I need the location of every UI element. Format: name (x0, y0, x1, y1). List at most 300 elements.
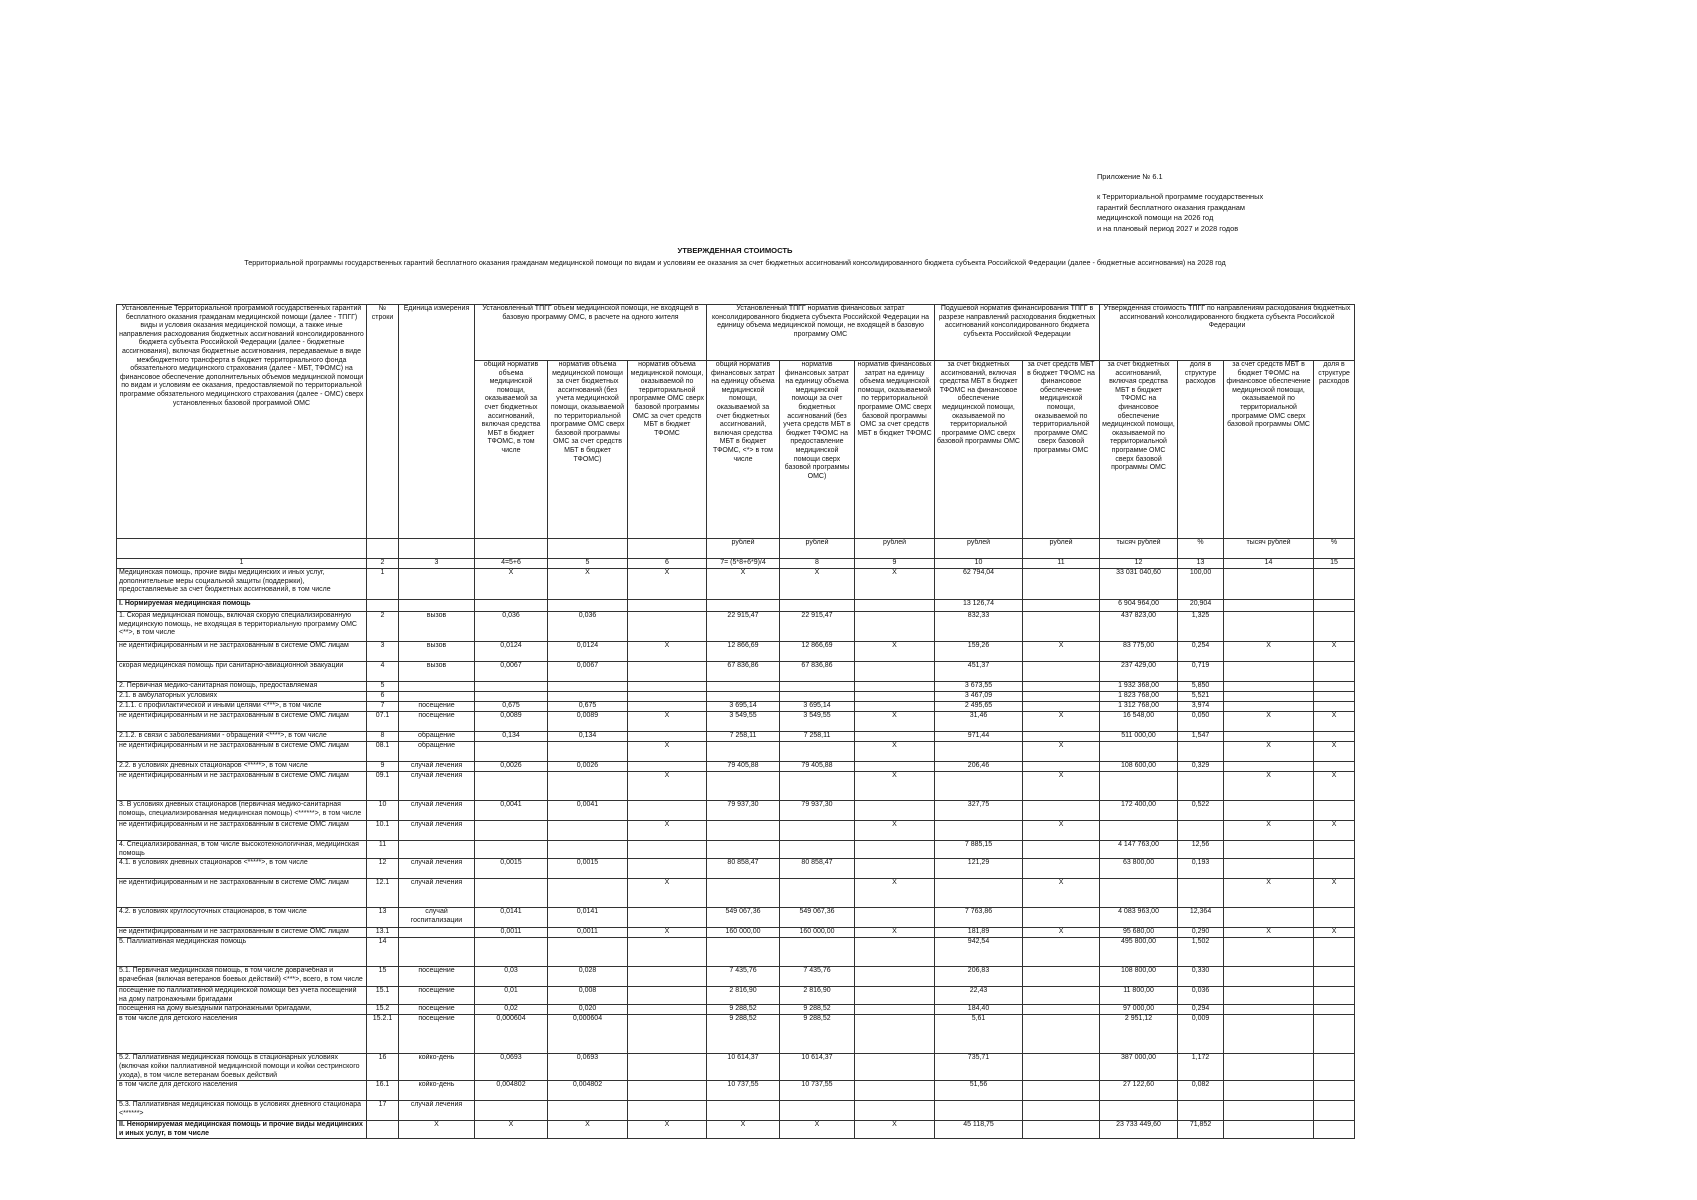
table-cell: 0,008 (548, 987, 628, 1005)
table-cell: 735,71 (935, 1054, 1023, 1081)
table-cell: 12,364 (1178, 908, 1224, 928)
table-cell: 07.1 (367, 712, 399, 732)
table-cell: X (1224, 821, 1314, 841)
table-cell (628, 987, 707, 1005)
table-cell: 11 800,00 (1100, 987, 1178, 1005)
table-row (117, 879, 1355, 908)
table-cell: 22 915,47 (780, 612, 855, 642)
annex-line: медицинской помощи на 2026 год (1097, 213, 1214, 223)
header-subcolumn: общий норматив объема медицинской помощи, оказываемой за счет бюджетных ассигнований, включая средства МБТ в бюджет ТФОМС, в том числе (475, 361, 548, 539)
table-cell (1224, 987, 1314, 1005)
table-cell (780, 841, 855, 859)
table-cell: 3 673,55 (935, 682, 1023, 692)
table-cell (1224, 702, 1314, 712)
header-subcolumn: за счет бюджетных ассигнований, включая средства МБТ в бюджет ТФОМС на финансовое обеспечение медицинской помощи, оказываемой по территориальной программе ОМС сверх базовой программы ОМС (935, 361, 1023, 539)
row-label-cell: посещение по паллиативной медицинской помощи без учета посещений на дому патронажными бригадами (117, 987, 367, 1005)
row-label-cell: Медицинская помощь, прочие виды медицинских и иных услуг, дополнительные меры социальной защиты (поддержки), предоставляемые за счет бюджетных ассигнований, в том числе (117, 569, 367, 600)
table-cell: 67 836,86 (780, 662, 855, 682)
table-cell: посещение (399, 712, 475, 732)
row-label-cell: 2. Первичная медико-санитарная помощь, предоставляемая (117, 682, 367, 692)
table-cell: 15.2 (367, 1005, 399, 1015)
table-cell (855, 938, 935, 967)
table-cell (475, 1101, 548, 1121)
table-cell (548, 600, 628, 612)
table-cell: 1,325 (1178, 612, 1224, 642)
table-cell: 971,44 (935, 732, 1023, 742)
table-cell (475, 821, 548, 841)
header-unit-cell: % (1314, 539, 1355, 559)
table-cell: X (855, 712, 935, 732)
table-cell: 3,974 (1178, 702, 1224, 712)
header-unit-cell: рублей (1023, 539, 1100, 559)
table-cell: 0,0693 (475, 1054, 548, 1081)
table-cell (628, 600, 707, 612)
table-cell: 9 288,52 (707, 1005, 780, 1015)
table-cell: 3 549,55 (780, 712, 855, 732)
table-cell (1224, 801, 1314, 821)
table-cell: случай лечения (399, 859, 475, 879)
header-col-description: Установленные Территориальной программой государственных гарантий бесплатного оказания гражданам медицинской помощи (далее - ТПГГ) виды и условия оказания медицинской помощи, а также иные направления расходования бюджетных ассигнований консолидированного бюджета субъекта Российской Федерации (далее - бюджетные ассигнования), включая бюджетные ассигнования, передаваемые в виде межбюджетного трансферта в бюджет территориального фонда обязательного медицинского страхования (далее - МБТ, ТФОМС) на финансовое обеспечение дополнительных объемов медицинской помощи по видам и условиям ее оказания, предоставляемой по территориальной программе обязательного медицинского страхования (далее - ОМС) сверх установленных базовой программой ОМС (117, 305, 367, 539)
table-cell (1314, 612, 1355, 642)
table-cell: 7 258,11 (707, 732, 780, 742)
table-cell (1224, 1054, 1314, 1081)
table-cell: 09.1 (367, 772, 399, 801)
table-cell (1314, 692, 1355, 702)
table-cell: 0,000604 (475, 1015, 548, 1054)
table-cell: посещение (399, 987, 475, 1005)
table-cell: 15.1 (367, 987, 399, 1005)
header-column-number: 7= (5*8+6*9)/4 (707, 559, 780, 569)
table-cell (1023, 692, 1100, 702)
table-cell: X (628, 821, 707, 841)
row-label-cell: 4. Специализированная, в том числе высокотехнологичная, медицинская помощь (117, 841, 367, 859)
row-label-cell: не идентифицированным и не застрахованным в системе ОМС лицам (117, 928, 367, 938)
table-cell: 0,0089 (475, 712, 548, 732)
table-cell: 16.1 (367, 1081, 399, 1101)
table-cell: X (1314, 772, 1355, 801)
table-cell: 160 000,00 (780, 928, 855, 938)
table-cell: X (855, 821, 935, 841)
table-cell (1224, 1015, 1314, 1054)
table-cell: 2 816,90 (707, 987, 780, 1005)
table-cell: 6 (367, 692, 399, 702)
table-cell (628, 1054, 707, 1081)
table-cell (1314, 1081, 1355, 1101)
table-cell (780, 938, 855, 967)
table-cell: 108 800,00 (1100, 967, 1178, 987)
table-cell: X (780, 1121, 855, 1139)
table-cell: 12 866,69 (707, 642, 780, 662)
table-cell (1224, 612, 1314, 642)
table-cell: 97 000,00 (1100, 1005, 1178, 1015)
table-cell: 1,502 (1178, 938, 1224, 967)
table-cell: 7 258,11 (780, 732, 855, 742)
table-row (117, 841, 1355, 859)
table-cell: X (628, 742, 707, 762)
table-cell: 549 067,36 (780, 908, 855, 928)
table-cell: 0,009 (1178, 1015, 1224, 1054)
table-cell: 5,61 (935, 1015, 1023, 1054)
table-cell: 80 858,47 (707, 859, 780, 879)
table-cell (707, 692, 780, 702)
header-subcolumn: норматив объема медицинской помощи, оказываемой по территориальной программе ОМС сверх базовой программы ОМС за счет средств МБТ в бюджет ТФОМС (628, 361, 707, 539)
table-cell (548, 1101, 628, 1121)
table-cell (1224, 1101, 1314, 1121)
row-label-cell: 5.1. Первичная медицинская помощь, в том числе доврачебная и врачебная (включая ветеранов боевых действий) <***>, всего, в том числе (117, 967, 367, 987)
table-cell: 206,46 (935, 762, 1023, 772)
table-cell: 1,547 (1178, 732, 1224, 742)
table-cell (935, 1101, 1023, 1121)
header-column-number: 15 (1314, 559, 1355, 569)
table-cell: X (548, 1121, 628, 1139)
table-cell: 08.1 (367, 742, 399, 762)
table-cell: 0,020 (548, 1005, 628, 1015)
table-row (117, 569, 1355, 600)
table-cell (855, 682, 935, 692)
row-label-cell: не идентифицированным и не застрахованным в системе ОМС лицам (117, 712, 367, 732)
table-cell: 0,675 (475, 702, 548, 712)
table-row (117, 938, 1355, 967)
table-cell: 0,0026 (475, 762, 548, 772)
table-cell: 4 (367, 662, 399, 682)
table-cell: 63 800,00 (1100, 859, 1178, 879)
table-cell: койко-день (399, 1081, 475, 1101)
table-cell (855, 908, 935, 928)
table-row (117, 801, 1355, 821)
table-cell: 15 (367, 967, 399, 987)
table-row (117, 692, 1355, 702)
table-cell (475, 742, 548, 762)
table-cell (1023, 1101, 1100, 1121)
table-cell: X (707, 1121, 780, 1139)
table-cell (1224, 569, 1314, 600)
table-cell (1314, 859, 1355, 879)
table-cell (1023, 732, 1100, 742)
table-cell (1314, 1121, 1355, 1139)
header-column-number: 9 (855, 559, 935, 569)
table-cell: 108 600,00 (1100, 762, 1178, 772)
table-cell (1224, 762, 1314, 772)
table-cell: X (1314, 821, 1355, 841)
row-label-cell: I. Нормируемая медицинская помощь (117, 600, 367, 612)
table-cell (780, 682, 855, 692)
table-cell (1314, 569, 1355, 600)
table-cell: 0,675 (548, 702, 628, 712)
table-cell: 0,290 (1178, 928, 1224, 938)
table-cell: X (1023, 821, 1100, 841)
table-cell: 2 816,90 (780, 987, 855, 1005)
table-cell: 237 429,00 (1100, 662, 1178, 682)
table-cell: 172 400,00 (1100, 801, 1178, 821)
table-cell: 0,0124 (475, 642, 548, 662)
table-cell (855, 1054, 935, 1081)
table-row (117, 1015, 1355, 1054)
header-subcolumn: норматив объема медицинской помощи за счет бюджетных ассигнований (без учета медицинской помощи, оказываемой по территориальной программе ОМС сверх базовой программы ОМС за счет средств МБТ в бюджет ТФОМС) (548, 361, 628, 539)
header-unit-cell (475, 539, 548, 559)
table-cell (548, 821, 628, 841)
table-cell (935, 772, 1023, 801)
table-cell (780, 772, 855, 801)
table-cell: 10 737,55 (780, 1081, 855, 1101)
table-cell: 3 549,55 (707, 712, 780, 732)
table-cell (1178, 821, 1224, 841)
table-cell: X (1314, 928, 1355, 938)
table-cell: 495 800,00 (1100, 938, 1178, 967)
row-label-cell: не идентифицированным и не застрахованным в системе ОМС лицам (117, 742, 367, 762)
table-cell: X (1023, 772, 1100, 801)
table-cell: X (628, 569, 707, 600)
table-cell: X (780, 569, 855, 600)
table-cell: X (399, 1121, 475, 1139)
table-cell: посещение (399, 1005, 475, 1015)
table-cell: X (1314, 879, 1355, 908)
table-cell (855, 702, 935, 712)
table-cell (399, 600, 475, 612)
table-cell: 20,904 (1178, 600, 1224, 612)
table-cell: 0,036 (548, 612, 628, 642)
table-cell: 16 548,00 (1100, 712, 1178, 732)
table-cell (1314, 702, 1355, 712)
table-cell: 4 083 963,00 (1100, 908, 1178, 928)
table-cell (367, 600, 399, 612)
table-cell: 45 118,75 (935, 1121, 1023, 1139)
table-cell: 13.1 (367, 928, 399, 938)
table-cell: 10 614,37 (780, 1054, 855, 1081)
table-cell (628, 702, 707, 712)
table-cell (707, 742, 780, 762)
annex-number: Приложение № 6.1 (1097, 172, 1163, 181)
table-cell: 71,852 (1178, 1121, 1224, 1139)
table-cell (707, 879, 780, 908)
table-cell (855, 859, 935, 879)
table-cell (628, 841, 707, 859)
table-cell: 8 (367, 732, 399, 742)
table-cell: 0,050 (1178, 712, 1224, 732)
table-cell (628, 1101, 707, 1121)
table-cell (707, 772, 780, 801)
header-unit-cell: рублей (707, 539, 780, 559)
table-cell: 17 (367, 1101, 399, 1121)
table-cell (935, 821, 1023, 841)
header-group-per-capita: Подушевой норматив финансирования ТПГГ в разрезе направлений расходования бюджетных ассигнований консолидированного бюджета субъекта Российской Федерации (935, 305, 1100, 361)
table-cell (1224, 967, 1314, 987)
header-column-number: 1 (117, 559, 367, 569)
table-cell: X (855, 879, 935, 908)
table-cell: 80 858,47 (780, 859, 855, 879)
table-cell: 511 000,00 (1100, 732, 1178, 742)
table-cell (548, 692, 628, 702)
table-cell: 1,172 (1178, 1054, 1224, 1081)
row-label-cell: II. Ненормируемая медицинская помощь и прочие виды медицинских и иных услуг, в том числе (117, 1121, 367, 1139)
table-cell: посещение (399, 702, 475, 712)
table-cell: 14 (367, 938, 399, 967)
table-cell: 79 405,88 (780, 762, 855, 772)
row-label-cell: 4.2. в условиях круглосуточных стационаров, в том числе (117, 908, 367, 928)
table-cell: X (1224, 772, 1314, 801)
table-cell: вызов (399, 662, 475, 682)
header-unit-cell: тысяч рублей (1100, 539, 1178, 559)
table-cell (628, 762, 707, 772)
table-cell (628, 682, 707, 692)
row-label-cell: 2.1.1. с профилактической и иными целями <***>, в том числе (117, 702, 367, 712)
table-cell (780, 1101, 855, 1121)
table-cell: 79 937,30 (707, 801, 780, 821)
table-cell: посещение (399, 1015, 475, 1054)
header-unit-cell: % (1178, 539, 1224, 559)
table-cell: 12 (367, 859, 399, 879)
table-cell: 0,522 (1178, 801, 1224, 821)
row-label-cell: посещения на дому выездными патронажными бригадами, (117, 1005, 367, 1015)
table-cell: 83 775,00 (1100, 642, 1178, 662)
table-cell: X (1224, 712, 1314, 732)
table-cell (1224, 682, 1314, 692)
table-cell (399, 682, 475, 692)
table-cell: X (628, 1121, 707, 1139)
table-cell (1023, 859, 1100, 879)
row-label-cell: скорая медицинская помощь при санитарно-авиационной эвакуации (117, 662, 367, 682)
header-unit-cell (628, 539, 707, 559)
table-row (117, 682, 1355, 692)
header-subcolumn: за счет бюджетных ассигнований, включая средства МБТ в бюджет ТФОМС на финансовое обеспечение медицинской помощи, оказываемой по территориальной программе ОМС сверх базовой программы ОМС (1100, 361, 1178, 539)
table-cell: 9 (367, 762, 399, 772)
table-cell: X (855, 742, 935, 762)
table-cell (1178, 772, 1224, 801)
cost-table (116, 304, 1355, 1139)
table-cell (855, 801, 935, 821)
table-row (117, 1005, 1355, 1015)
table-cell: посещение (399, 967, 475, 987)
table-cell (1224, 841, 1314, 859)
table-cell (1314, 732, 1355, 742)
table-cell (1100, 879, 1178, 908)
table-cell (548, 841, 628, 859)
table-cell (1023, 612, 1100, 642)
table-cell (1224, 662, 1314, 682)
table-cell: X (475, 569, 548, 600)
table-cell: обращение (399, 732, 475, 742)
table-cell (855, 967, 935, 987)
table-cell (935, 879, 1023, 908)
table-cell: X (855, 642, 935, 662)
table-cell: 549 067,36 (707, 908, 780, 928)
header-subcolumn: норматив финансовых затрат на единицу объема медицинской помощи за счет бюджетных ассигнований (без учета средств МБТ в бюджет ТФОМС на предоставление медицинской помощи сверх базовой программы ОМС) (780, 361, 855, 539)
table-cell: 2 (367, 612, 399, 642)
table-cell: 3 467,09 (935, 692, 1023, 702)
table-row (117, 612, 1355, 642)
table-row (117, 600, 1355, 612)
table-row (117, 742, 1355, 762)
table-cell (855, 662, 935, 682)
row-label-cell: 1. Скорая медицинская помощь, включая скорую специализированную медицинскую помощь, не входящая в территориальную программу ОМС <**>, в том числе (117, 612, 367, 642)
table-cell (1100, 1101, 1178, 1121)
table-cell: 2 951,12 (1100, 1015, 1178, 1054)
table-row (117, 732, 1355, 742)
table-cell: 62 794,04 (935, 569, 1023, 600)
table-row (117, 987, 1355, 1005)
table-cell (367, 1121, 399, 1139)
table-cell: 159,26 (935, 642, 1023, 662)
table-cell: X (855, 1121, 935, 1139)
table-cell (548, 682, 628, 692)
header-subcolumn: доля в структуре расходов (1178, 361, 1224, 539)
header-subcolumn: за счет средств МБТ в бюджет ТФОМС на финансовое обеспечение медицинской помощи, оказываемой по территориальной программе ОМС сверх базовой программы ОМС (1224, 361, 1314, 539)
table-cell: X (628, 712, 707, 732)
table-cell: X (628, 879, 707, 908)
table-cell: 0,000604 (548, 1015, 628, 1054)
header-column-number: 10 (935, 559, 1023, 569)
table-cell: X (628, 642, 707, 662)
table-cell (1314, 1101, 1355, 1121)
table-cell (1224, 859, 1314, 879)
table-cell (1224, 1121, 1314, 1139)
table-cell (1314, 1015, 1355, 1054)
table-cell (1100, 772, 1178, 801)
table-cell: 1 823 768,00 (1100, 692, 1178, 702)
table-cell: 1 312 768,00 (1100, 702, 1178, 712)
table-cell: X (1023, 712, 1100, 732)
table-cell (1314, 682, 1355, 692)
table-cell (1023, 1005, 1100, 1015)
table-cell: случай лечения (399, 821, 475, 841)
table-cell (855, 732, 935, 742)
table-cell: X (855, 569, 935, 600)
header-units-row (117, 539, 1355, 559)
table-cell: 0,0015 (475, 859, 548, 879)
table-cell: случай лечения (399, 879, 475, 908)
table-cell (628, 1081, 707, 1101)
row-label-cell: не идентифицированным и не застрахованным в системе ОМС лицам (117, 879, 367, 908)
table-cell (1314, 1054, 1355, 1081)
header-col-unit: Единица измерения (399, 305, 475, 539)
table-cell (855, 841, 935, 859)
table-cell: 51,56 (935, 1081, 1023, 1101)
table-cell: 832,33 (935, 612, 1023, 642)
table-cell: 0,134 (548, 732, 628, 742)
table-row (117, 662, 1355, 682)
table-cell (855, 762, 935, 772)
table-cell: случай лечения (399, 762, 475, 772)
table-cell (475, 841, 548, 859)
table-cell: X (1224, 928, 1314, 938)
table-cell (1224, 1005, 1314, 1015)
header-group-cost-standard: Установленный ТПГГ норматив финансовых затрат консолидированного бюджета субъекта Российской Федерации на единицу объема медицинской помощи, не входящей в базовую программу ОМС (707, 305, 935, 361)
table-cell: 7 885,15 (935, 841, 1023, 859)
header-numbers-row (117, 559, 1355, 569)
table-cell: случай лечения (399, 801, 475, 821)
table-cell: 160 000,00 (707, 928, 780, 938)
table-cell: X (1023, 928, 1100, 938)
table-cell: 0,082 (1178, 1081, 1224, 1101)
table-cell: 0,294 (1178, 1005, 1224, 1015)
table-cell: 0,004802 (548, 1081, 628, 1101)
table-cell: 3 695,14 (707, 702, 780, 712)
table-cell (1023, 801, 1100, 821)
table-row (117, 859, 1355, 879)
table-row (117, 821, 1355, 841)
row-label-cell: не идентифицированным и не застрахованным в системе ОМС лицам (117, 772, 367, 801)
table-cell: X (1023, 879, 1100, 908)
header-unit-cell: тысяч рублей (1224, 539, 1314, 559)
header-unit-cell: рублей (935, 539, 1023, 559)
table-cell: случай лечения (399, 1101, 475, 1121)
table-cell (780, 742, 855, 762)
table-cell (1314, 908, 1355, 928)
table-cell: 0,0011 (548, 928, 628, 938)
row-label-cell: не идентифицированным и не застрахованным в системе ОМС лицам (117, 821, 367, 841)
table-cell (855, 1101, 935, 1121)
table-row (117, 967, 1355, 987)
header-subcolumn: за счет средств МБТ в бюджет ТФОМС на финансовое обеспечение медицинской помощи, оказываемой по территориальной программе ОМС сверх базовой программы ОМС (1023, 361, 1100, 539)
